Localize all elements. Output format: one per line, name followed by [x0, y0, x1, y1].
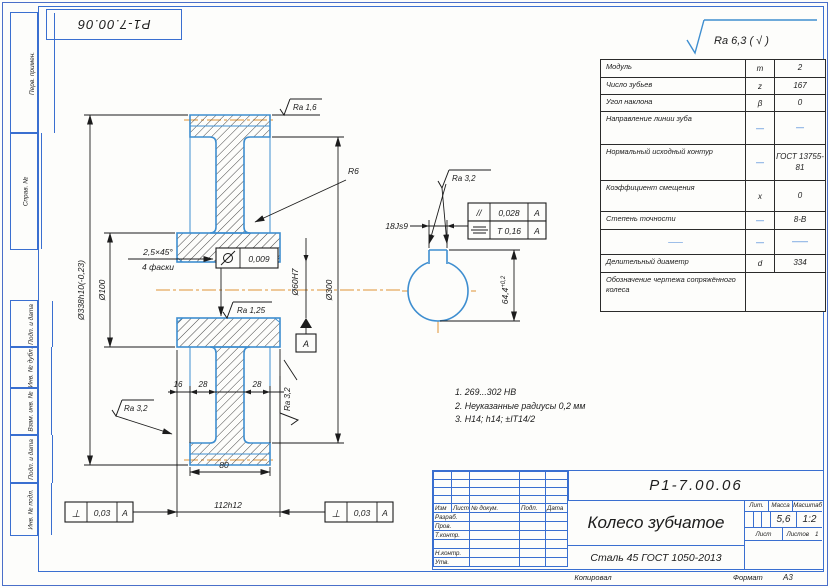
roughness-teeth-label: Ra 1,6 — [293, 103, 317, 112]
perp-left-datum: А — [122, 508, 128, 518]
roughness-face-left-label: Ra 3,2 — [124, 404, 148, 413]
perp-left-value: 0,03 — [93, 508, 111, 518]
table-row — [601, 60, 825, 78]
staff-prov: Пров. — [434, 522, 470, 531]
roughness-bore — [223, 302, 272, 318]
margin-label: Взам. инв. № — [11, 388, 52, 435]
param-value: 0 — [797, 190, 803, 200]
sheet-label: Лист — [745, 528, 783, 540]
datum-a — [296, 318, 316, 352]
datum-letter: А — [302, 339, 310, 349]
sheets-value: 1 — [815, 530, 819, 538]
staff-nkontr: Н.контр. — [434, 549, 470, 558]
col-sign: Подп. — [520, 504, 546, 513]
param-name: Делительный диаметр — [601, 255, 746, 272]
roughness-teeth — [272, 99, 322, 115]
param-value: 0 — [797, 97, 803, 107]
parallelism-icon: // — [476, 208, 482, 218]
scale-label: Масштаб — [793, 502, 822, 509]
margin-box-podp-data-2 — [10, 434, 38, 484]
margin-label: Подп. и дата — [11, 435, 53, 483]
table-row — [601, 95, 825, 112]
chamfer-label-bottom: 4 фаски — [142, 262, 174, 272]
col-izm: Изм — [434, 504, 452, 513]
param-symbol: — — [746, 145, 775, 180]
dim-dia100-label: Ø100 — [97, 279, 107, 301]
param-value — [746, 273, 825, 311]
param-symbol: d — [746, 255, 775, 272]
parallelism-frame — [468, 203, 546, 221]
param-symbol: m — [746, 60, 775, 77]
margin-box-sprav — [10, 132, 38, 250]
param-name: Коэффициент смещения — [601, 181, 746, 211]
gear-parameter-table — [600, 59, 826, 312]
lit-label: Лит. — [745, 500, 769, 511]
footer-format-value: А3 — [783, 573, 793, 582]
staff-tkontr: Т.контр. — [434, 531, 470, 540]
param-symbol: z — [746, 78, 775, 94]
param-name: Число зубьев — [601, 78, 746, 94]
table-row — [601, 78, 825, 95]
keyway-mask — [428, 246, 448, 265]
note-line: 2. Неуказанные радиусы 0,2 мм — [455, 400, 586, 411]
margin-box-perv-primen — [10, 12, 38, 134]
perp-right-datum: А — [382, 508, 388, 518]
technical-notes — [455, 386, 690, 427]
mass-value: 5,6 — [771, 512, 797, 527]
rim-web-bottom-section — [190, 347, 270, 465]
perp-right-value: 0,03 — [353, 508, 371, 518]
param-name: Степень точности — [601, 212, 746, 229]
keyway-view — [408, 246, 468, 321]
param-symbol: — — [746, 230, 775, 254]
dim-keydepth-label — [500, 275, 510, 304]
corner-designation-text: Р1-7.00.06 — [77, 17, 151, 32]
param-value: 8-В — [793, 215, 807, 225]
table-row — [601, 255, 825, 273]
margin-box-vzam-inv — [10, 387, 38, 436]
param-name: —— — [601, 230, 746, 254]
title-block — [432, 470, 824, 570]
roughness-bore-label: Ra 1,25 — [237, 306, 266, 315]
footer-format-label: Формат — [733, 573, 763, 582]
dim-80-label: 80 — [219, 460, 229, 470]
scale-value: 1:2 — [802, 514, 817, 525]
roughness-face-left — [112, 400, 172, 434]
parallelism-datum: А — [534, 208, 540, 218]
chamfer-label-top: 2,5×45° — [143, 247, 173, 257]
staff-razrab: Разраб. — [434, 513, 470, 522]
margin-box-podp-data-1 — [10, 300, 38, 348]
param-name: Направление линии зуба — [601, 112, 746, 144]
title-block-left — [433, 471, 568, 567]
symmetry-datum: А — [534, 226, 540, 236]
table-row — [601, 145, 825, 181]
lit-mass-scale-values — [745, 512, 822, 528]
param-symbol: x — [746, 181, 775, 211]
margin-label: Инв. № дубл. — [11, 347, 52, 388]
roughness-face-right-label: Ra 3,2 — [283, 387, 292, 411]
staff-utv: Утв. — [434, 558, 470, 567]
sheets-label: Листов — [786, 530, 810, 538]
dim-dia60-label: Ø60H7 — [290, 268, 300, 296]
param-value: 334 — [793, 258, 807, 268]
datum-triangle — [300, 318, 312, 328]
hub-bottom-section — [177, 318, 280, 347]
staff-blank — [434, 540, 470, 549]
lit-cells — [745, 512, 771, 527]
dim-16-label: 16 — [173, 380, 183, 389]
param-symbol: — — [746, 112, 775, 144]
part-material: Сталь 45 ГОСТ 1050-2013 — [568, 545, 745, 569]
rim-web-top-section — [190, 115, 270, 233]
param-name: Обозначение чертежа сопряжённого колеса — [601, 273, 746, 311]
symmetry-frame — [468, 221, 546, 239]
perpendicularity-frame-right — [325, 502, 393, 522]
roughness-face-right — [280, 376, 298, 425]
dim-keyway-label: 18Js9 — [385, 221, 408, 231]
param-value: — — [796, 122, 804, 132]
table-row — [601, 112, 825, 145]
corner-designation-stamp — [46, 9, 182, 40]
margin-label: Перв. примен. — [11, 13, 55, 133]
col-doc: № докум. — [470, 504, 520, 513]
perpendicularity-icon: ⊥ — [71, 509, 81, 520]
note-line: 3. H14; h14; ±IT14/2 — [455, 414, 536, 424]
dimensions — [65, 99, 546, 522]
param-value: ГОСТ 13755-81 — [776, 152, 824, 172]
mass-label: Масса — [769, 500, 793, 511]
param-value: 2 — [797, 63, 803, 73]
dim-28a-label: 28 — [198, 380, 208, 389]
param-name: Нормальный исходный контур — [601, 145, 746, 180]
fillet-leader — [255, 180, 346, 222]
table-row — [601, 212, 825, 230]
margin-box-inv-dubl — [10, 346, 38, 389]
margin-box-inv-podl — [10, 482, 38, 536]
param-value: 167 — [793, 80, 807, 90]
table-row — [601, 181, 825, 212]
general-roughness-label: Ra 6,3 ( √ ) — [714, 35, 769, 47]
dim-112-label: 112h12 — [214, 500, 242, 510]
margin-label: Подп. и дата — [11, 301, 53, 347]
dim-dia338-label: Ø338h10(-0,23) — [76, 259, 86, 321]
dim-28b-label: 28 — [252, 380, 262, 389]
keydepth-tolerance: +0,2 — [501, 275, 507, 288]
part-name: Колесо зубчатое — [568, 501, 745, 545]
param-name: Модуль — [601, 60, 746, 77]
footer-copied: Копировал — [574, 573, 612, 582]
perpendicularity-frame-left — [65, 502, 133, 522]
general-roughness — [687, 20, 817, 53]
revision-staff-table — [433, 471, 568, 567]
keydepth-value: 64,4 — [500, 287, 510, 305]
document-designation: Р1-7.00.06 — [568, 471, 823, 501]
margin-label: Инв. № подл. — [11, 483, 52, 535]
param-value: —— — [792, 236, 808, 246]
param-symbol: β — [746, 95, 775, 111]
sheet-row — [745, 528, 822, 541]
col-date: Дата — [546, 504, 568, 513]
perpendicularity-icon: ⊥ — [331, 509, 341, 520]
table-row — [601, 230, 825, 255]
fillet-radius-label: R6 — [348, 166, 359, 176]
roughness-keyway-label: Ra 3,2 — [452, 174, 476, 183]
note-line: 1. 269...302 НВ — [455, 387, 517, 397]
table-row — [601, 273, 825, 311]
bore-circle — [408, 261, 468, 321]
param-name: Угол наклона — [601, 95, 746, 111]
dim-dia300-label: Ø300 — [324, 279, 334, 301]
cylindricity-value: 0,009 — [248, 254, 270, 264]
title-block-right — [745, 500, 822, 568]
parallelism-value: 0,028 — [498, 208, 520, 218]
col-list: Лист — [453, 504, 469, 512]
margin-label: Справ. № — [11, 133, 42, 249]
symmetry-value: T 0,16 — [496, 226, 522, 236]
param-symbol: — — [746, 212, 775, 229]
lit-mass-scale-header — [745, 500, 822, 512]
